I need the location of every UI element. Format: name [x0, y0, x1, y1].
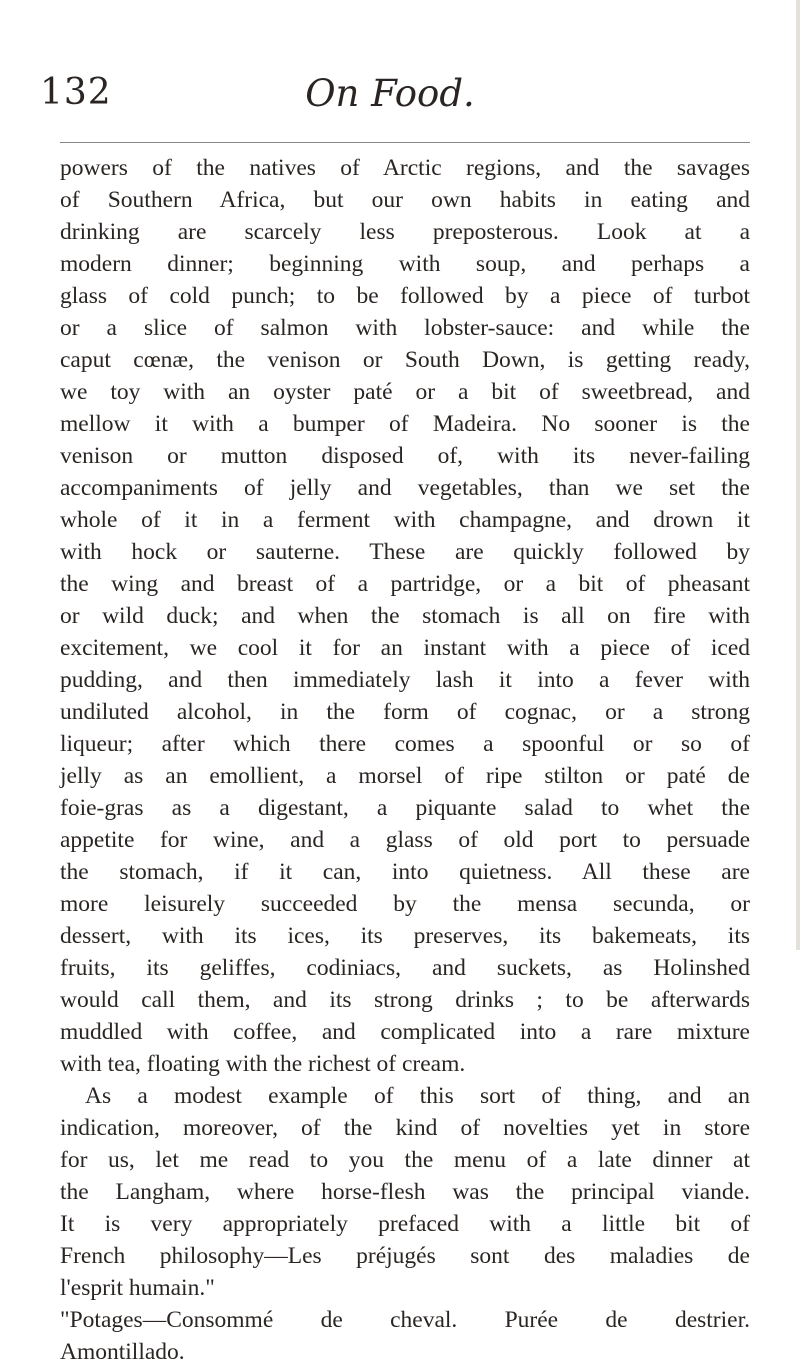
- text-line: liqueur; after which there comes a spoonful or so of: [60, 731, 750, 757]
- text-line: "Potages—Consommé de cheval. Purée de destrier.: [60, 1307, 750, 1333]
- text-line: the wing and breast of a partridge, or a bit of pheasant: [60, 571, 750, 597]
- text-line: caput cœnæ, the venison or South Down, is getting ready,: [60, 347, 750, 373]
- body-text: [60, 152, 750, 1368]
- text-line: fruits, its geliffes, codiniacs, and suckets, as Holinshed: [60, 955, 750, 981]
- header-rule: [60, 142, 750, 143]
- text-line: Amontillado.: [60, 1339, 185, 1365]
- text-line: the Langham, where horse-flesh was the principal viande.: [60, 1179, 750, 1205]
- text-line: the stomach, if it can, into quietness. All these are: [60, 859, 750, 885]
- text-line: excitement, we cool it for an instant with a piece of iced: [60, 635, 750, 661]
- text-line: mellow it with a bumper of Madeira. No sooner is the: [60, 411, 750, 437]
- text-line: powers of the natives of Arctic regions, and the savages: [60, 155, 750, 181]
- text-line: or a slice of salmon with lobster-sauce: and while the: [60, 315, 750, 341]
- text-line: more leisurely succeeded by the mensa secunda, or: [60, 891, 750, 917]
- text-line: accompaniments of jelly and vegetables, than we set the: [60, 475, 750, 501]
- text-line: with hock or sauterne. These are quickly followed by: [60, 539, 750, 565]
- page-edge: [796, 0, 800, 950]
- text-line: or wild duck; and when the stomach is all on fire with: [60, 603, 750, 629]
- page-number: 132: [40, 72, 112, 113]
- text-line: venison or mutton disposed of, with its never-failing: [60, 443, 750, 469]
- text-line: whole of it in a ferment with champagne, and drown it: [60, 507, 750, 533]
- text-line: indication, moreover, of the kind of novelties yet in store: [60, 1115, 750, 1141]
- running-title: On Food.: [305, 72, 475, 115]
- text-line: As a modest example of this sort of thing, and an: [85, 1083, 750, 1109]
- text-line: jelly as an emollient, a morsel of ripe stilton or paté de: [60, 763, 750, 789]
- text-line: foie-gras as a digestant, a piquante salad to whet the: [60, 795, 750, 821]
- text-line: muddled with coffee, and complicated into a rare mixture: [60, 1019, 750, 1045]
- text-line: pudding, and then immediately lash it into a fever with: [60, 667, 750, 693]
- text-line: appetite for wine, and a glass of old port to persuade: [60, 827, 750, 853]
- text-line: we toy with an oyster paté or a bit of sweetbread, and: [60, 379, 750, 405]
- text-line: would call them, and its strong drinks ; to be afterwards: [60, 987, 750, 1013]
- text-line: modern dinner; beginning with soup, and perhaps a: [60, 251, 750, 277]
- text-line: l'esprit humain.": [60, 1275, 215, 1301]
- text-line: French philosophy—Les préjugés sont des maladies de: [60, 1243, 750, 1269]
- text-line: dessert, with its ices, its preserves, its bakemeats, its: [60, 923, 750, 949]
- text-line: It is very appropriately prefaced with a little bit of: [60, 1211, 750, 1237]
- page-header: [40, 72, 740, 134]
- text-line: drinking are scarcely less preposterous. Look at a: [60, 219, 750, 245]
- text-line: for us, let me read to you the menu of a late dinner at: [60, 1147, 750, 1173]
- text-line: glass of cold punch; to be followed by a piece of turbot: [60, 283, 750, 309]
- text-line: undiluted alcohol, in the form of cognac, or a strong: [60, 699, 750, 725]
- text-line: of Southern Africa, but our own habits in eating and: [60, 187, 750, 213]
- text-line: with tea, floating with the richest of cream.: [60, 1051, 466, 1077]
